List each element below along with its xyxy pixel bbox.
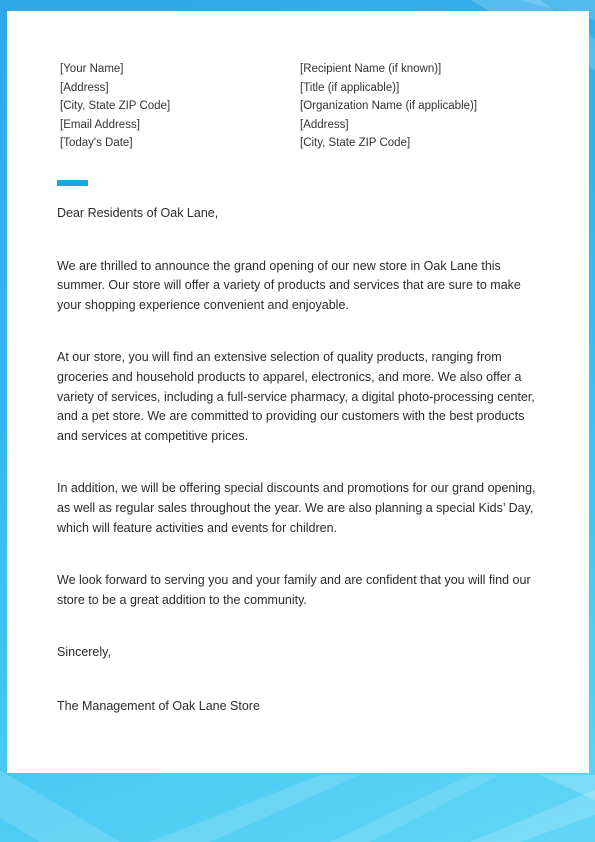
recipient-title: [Title (if applicable)] <box>300 81 400 94</box>
recipient-name: [Recipient Name (if known)] <box>300 63 442 75</box>
paragraph-promotions: In addition, we will be offering special discounts and promotions for our grand opening, as well as regular sales throughout the year. We are also planning a special Kids’ Day, which will feature activities and events for children. <box>57 481 536 535</box>
salutation: Dear Residents of Oak Lane, <box>57 206 219 220</box>
sender-city-state-zip: [City, State ZIP Code] <box>60 100 171 113</box>
recipient-block <box>300 60 477 153</box>
sender-email: [Email Address] <box>60 118 140 131</box>
sender-block <box>60 60 170 153</box>
letter-date: [Today's Date] <box>60 137 133 150</box>
sender-address: [Address] <box>60 81 109 94</box>
recipient-organization: [Organization Name (if applicable)] <box>300 100 478 113</box>
paragraph-closing-remarks: We look forward to serving you and your family and are confident that you will find our store to be a great addition to the community. <box>57 573 531 607</box>
sender-name: [Your Name] <box>60 63 124 75</box>
complimentary-close: Sincerely, <box>57 645 111 660</box>
letter-sheet <box>7 11 589 773</box>
paragraph-products: At our store, you will find an extensive selection of quality products, ranging from groceries and household products to apparel, electronics, and more. We also offer a variety of services, including a full-service pharmacy, a digital photo-processing center, and a pet store. We are committed to providing our customers with the best products and services at competitive prices. <box>57 350 535 443</box>
letter-body <box>57 204 547 750</box>
paragraph-announcement: We are thrilled to announce the grand opening of our new store in Oak Lane this summer. Our store will offer a variety of products and services that are sure to make your shopping experience convenient and enjoyable. <box>57 258 521 312</box>
recipient-city-state-zip: [City, State ZIP Code] <box>300 137 411 150</box>
accent-divider <box>57 180 88 186</box>
recipient-address: [Address] <box>300 118 349 131</box>
signature: The Management of Oak Lane Store <box>57 698 260 713</box>
